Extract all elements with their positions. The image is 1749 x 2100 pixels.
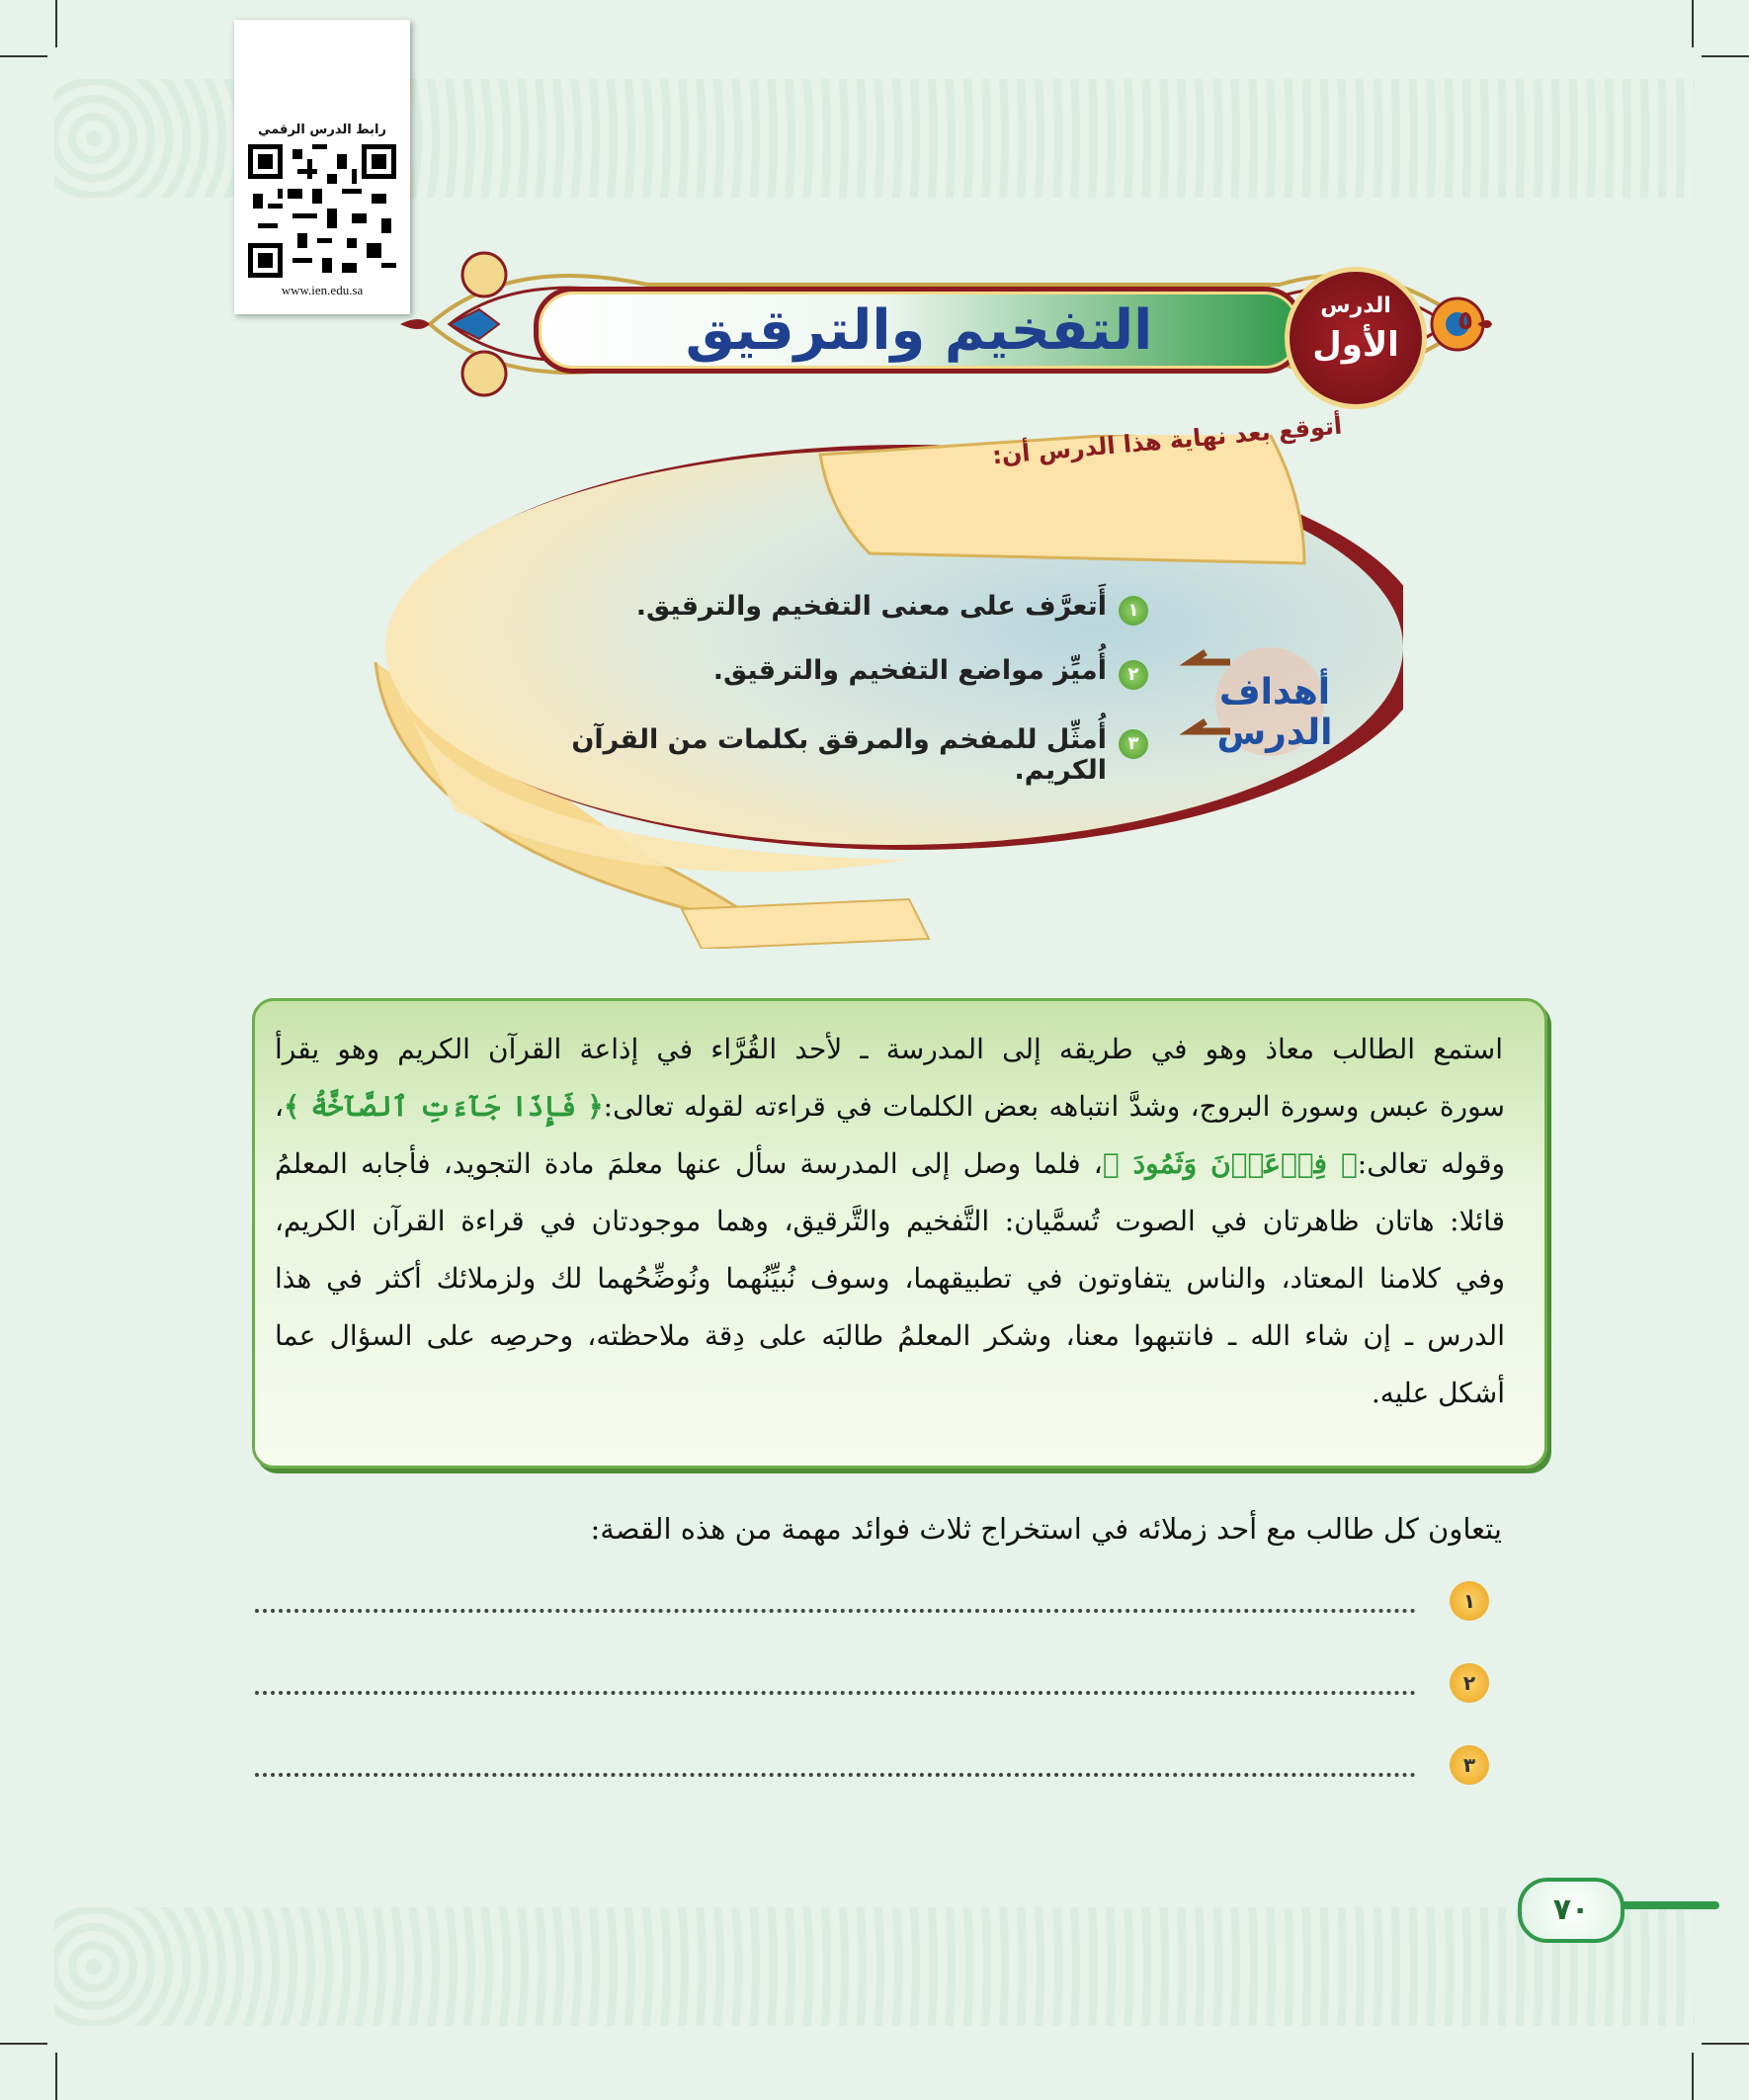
lesson-word: الدرس: [1320, 294, 1391, 318]
story-line: قائلا: هاتان ظاهرتان في الصوت تُسمَّيان: التَّفخيم والتَّرقيق، وهما موجودتان في قراءة القرآن الكريم،: [275, 1205, 1505, 1237]
page-number-line: [1611, 1901, 1719, 1909]
objective-number: ١: [1119, 596, 1148, 626]
lesson-title: التفخيم والترقيق: [685, 297, 1153, 363]
crop-mark: [0, 55, 47, 57]
qr-code-icon: [248, 144, 396, 278]
story-text: ،: [275, 1090, 285, 1123]
objective-item: أُميِّز مواضع التفخيم والترقيق.: [712, 655, 1107, 686]
quran-verse: ﴿ فِرۡعَوۡنَ وَثَمُودَ ﴾: [1102, 1147, 1358, 1180]
qr-label: رابط الدرس الرقمي: [258, 123, 386, 137]
answer-line[interactable]: [255, 1773, 1416, 1777]
story-line: أشكل عليه.: [1371, 1377, 1505, 1409]
story-text: ، فلما وصل إلى المدرسة سأل عنها معلمَ مادة التجويد، فأجابه المعلمُ: [275, 1147, 1103, 1180]
story-text: سورة عبس وسورة البروج، وشدَّ انتباهه بعض الكلمات في قراءته لقوله تعالى:: [603, 1090, 1506, 1123]
crop-mark: [55, 2053, 57, 2100]
answer-line[interactable]: [255, 1691, 1416, 1695]
answer-number: ١: [1450, 1581, 1489, 1621]
qr-card[interactable]: [234, 20, 410, 314]
task-prompt: يتعاون كل طالب مع أحد زملائه في استخراج ثلاث فوائد مهمة من هذه القصة:: [590, 1512, 1502, 1546]
qr-url[interactable]: www.ien.edu.sa: [281, 283, 364, 297]
story-text: وقوله تعالى:: [1357, 1147, 1505, 1180]
story-line: وفي كلامنا المعتاد، والناس يتفاوتون في تطبيقهما، وسوف نُبيِّنُهما ونُوضِّحُهما لك ولزملائك أكثر في هذا: [275, 1262, 1505, 1295]
story-line: الدرس ـ إن شاء الله ـ فانتبهوا معنا، وشكر المعلمُ طالبَه على دِقة ملاحظته، وحرصِه على السؤال عما: [275, 1319, 1505, 1352]
objectives-heading: أتوقع بعد نهاية هذا الدرس أن:: [991, 411, 1344, 470]
lesson-ordinal: الأول: [1312, 325, 1399, 365]
lesson-badge: [1285, 267, 1427, 409]
quran-verse: ﴿ فَإِذَا جَآءَتِ ٱلصَّآخَّةُ ﴾: [284, 1090, 604, 1123]
answer-number: ٣: [1450, 1745, 1489, 1785]
story-box: [252, 998, 1547, 1469]
lesson-number: ٥: [1458, 306, 1473, 336]
answer-line[interactable]: [255, 1609, 1416, 1613]
crop-mark: [1702, 55, 1749, 57]
answer-number: ٢: [1450, 1663, 1489, 1703]
crop-mark: [0, 2043, 47, 2045]
objective-number: ٢: [1119, 660, 1148, 690]
crop-mark: [1702, 2043, 1749, 2045]
objectives-label: أهداف الدرس: [1216, 672, 1333, 753]
crop-mark: [1692, 0, 1694, 47]
ornament-band-bottom: [54, 1907, 1695, 2026]
story-line: استمع الطالب معاذ وهو في طريقه إلى المدرسة ـ لأحد القُرَّاء في إذاعة القرآن الكريم وهو يقرأ: [275, 1033, 1503, 1065]
page-number: ٧٠: [1518, 1878, 1624, 1943]
story-line: [275, 1147, 1505, 1180]
objective-item: أَتعرَّف على معنى التفخيم والترقيق.: [635, 591, 1107, 622]
story-line: [275, 1090, 1505, 1123]
objective-item: أُمثِّل للمفخم والمرقق بكلمات من القرآن الكريم.: [571, 724, 1107, 786]
crop-mark: [1692, 2053, 1694, 2100]
crop-mark: [55, 0, 57, 47]
objective-number: ٣: [1119, 729, 1148, 759]
